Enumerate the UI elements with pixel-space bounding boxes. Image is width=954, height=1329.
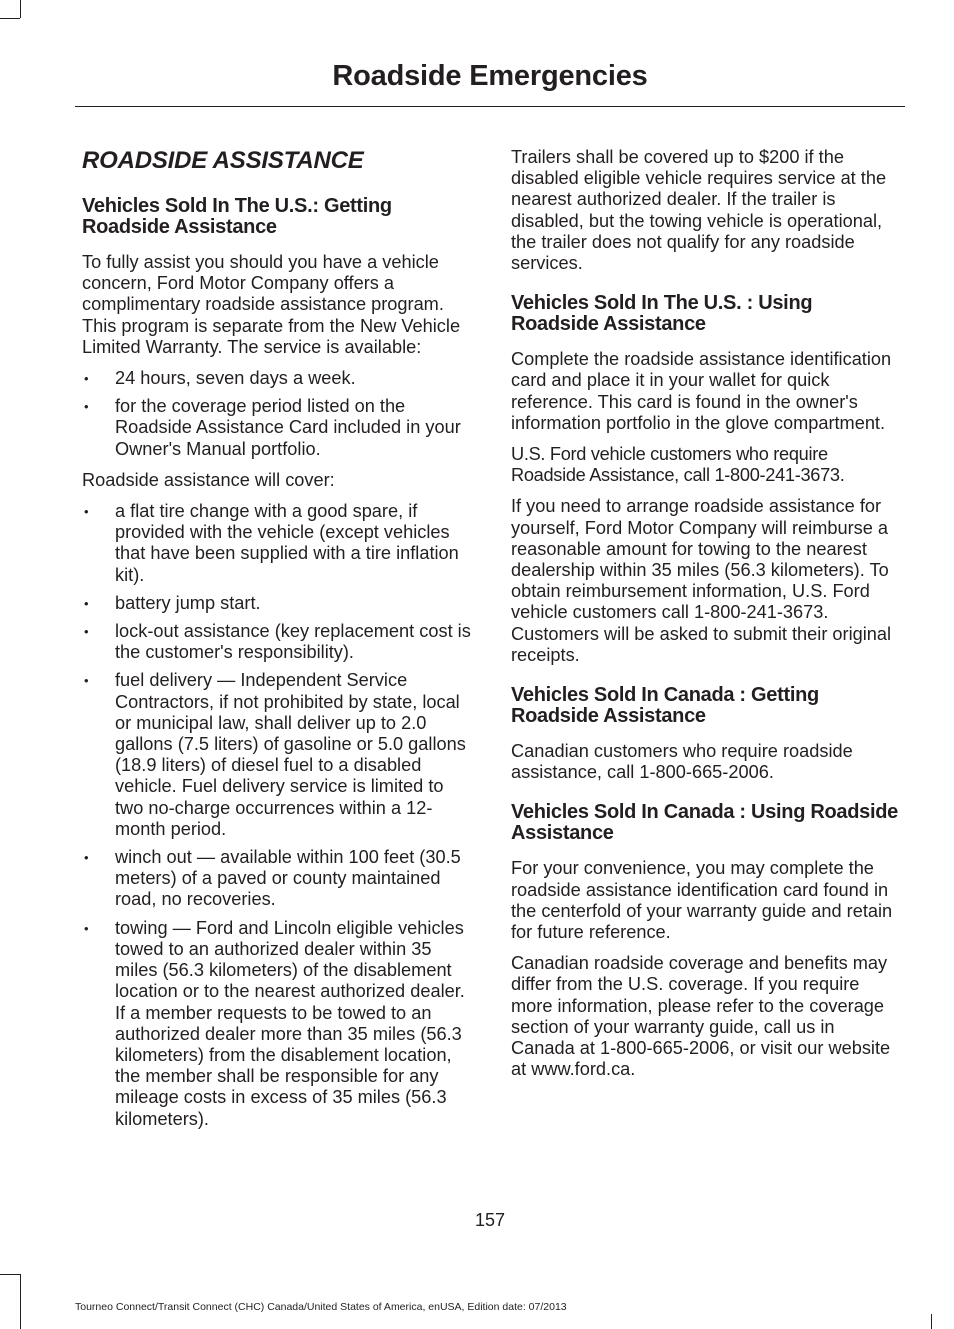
list-item: • 24 hours, seven days a week. xyxy=(82,368,472,389)
crop-mark xyxy=(0,1274,20,1275)
crop-mark xyxy=(0,18,20,19)
list-item: • fuel delivery — Independent Service Contractors, if not prohibited by state, local or municipal law, shall deliver up to 2.0 gallons (7.5 liters) of gasoline or 5.0 gallons (18.9 liters) of diesel fuel to a disabled vehicle. Fuel delivery service is limited to two no-charge occurrences within a 12-month period. xyxy=(82,670,472,840)
paragraph: For your convenience, you may complete the roadside assistance identification card found in the centerfold of your warranty guide and retain for future reference. xyxy=(511,858,893,943)
section-title: ROADSIDE ASSISTANCE xyxy=(82,147,364,174)
paragraph: Canadian customers who require roadside assistance, call 1-800-665-2006. xyxy=(511,741,853,783)
list-item: • lock-out assistance (key replacement cost is the customer's responsibility). xyxy=(82,621,472,663)
subsection-title: Vehicles Sold In The U.S. : Using Roadside Assistance xyxy=(511,292,813,336)
subsection-title: Vehicles Sold In Canada : Using Roadside Assistance xyxy=(511,801,898,845)
list-item: • a flat tire change with a good spare, if provided with the vehicle (except vehicles that have been supplied with a tire inflation kit). xyxy=(82,501,472,586)
header-divider xyxy=(75,106,905,107)
paragraph: Complete the roadside assistance identification card and place it in your wallet for quick reference. This card is found in the owner's information portfolio in the glove compartment. xyxy=(511,349,892,433)
list-item: • towing — Ford and Lincoln eligible vehicles towed to an authorized dealer within 35 miles (56.3 kilometers) of the disablement location or to the nearest authorized dealer. If a member requests to be towed to an authorized dealer more than 35 miles (56.3 kilometers) from the disablement location, the member shall be responsible for any mileage costs in excess of 35 miles (56.3 kilometers). xyxy=(82,918,472,1130)
page-title: Roadside Emergencies xyxy=(332,60,648,92)
paragraph: To fully assist you should you have a vehicle concern, Ford Motor Company offers a complimentary roadside assistance program. This program is separate from the New Vehicle Limited Warranty. The service is available: xyxy=(82,252,461,357)
page-number: 157 xyxy=(474,1210,506,1230)
crop-mark xyxy=(20,0,21,18)
paragraph: Trailers shall be covered up to $200 if the disabled eligible vehicle requires service at the nearest authorized dealer. If the trailer is disabled, but the towing vehicle is operational, the trailer does not qualify for any roadside services. xyxy=(511,147,887,274)
list-item: • winch out — available within 100 feet (30.5 meters) of a paved or county maintained road, no recoveries. xyxy=(82,847,472,911)
paragraph: Roadside assistance will cover: xyxy=(82,469,335,490)
coverage-list xyxy=(82,501,472,1130)
availability-list xyxy=(82,368,472,460)
left-column xyxy=(82,146,472,1140)
crop-mark xyxy=(931,1314,932,1329)
paragraph: U.S. Ford vehicle customers who require Roadside Assistance, call 1-800-241-3673. xyxy=(511,444,845,486)
crop-mark xyxy=(20,1274,21,1329)
subsection-title: Vehicles Sold In Canada : Getting Roadside Assistance xyxy=(511,684,819,728)
paragraph: Canadian roadside coverage and benefits may differ from the U.S. coverage. If you require more information, please refer to the coverage section of your warranty guide, call us in Canada at 1-800-665-2006, or visit our website at www.ford.ca. xyxy=(511,953,891,1080)
list-item: • battery jump start. xyxy=(82,593,472,614)
right-column xyxy=(511,147,901,1091)
footer-edition: Tourneo Connect/Transit Connect (CHC) Canada/United States of America, enUSA, Edition date: 07/2013 xyxy=(75,1301,567,1313)
paragraph: If you need to arrange roadside assistance for yourself, Ford Motor Company will reimburse a reasonable amount for towing to the nearest dealership within 35 miles (56.3 kilometers). To obtain reimbursement information, U.S. Ford vehicle customers call 1-800-241-3673. Customers will be asked to submit their original receipts. xyxy=(511,496,892,665)
subsection-title: Vehicles Sold In The U.S.: Getting Roadside Assistance xyxy=(82,195,392,238)
list-item: • for the coverage period listed on the Roadside Assistance Card included in your Owner's Manual portfolio. xyxy=(82,396,472,460)
